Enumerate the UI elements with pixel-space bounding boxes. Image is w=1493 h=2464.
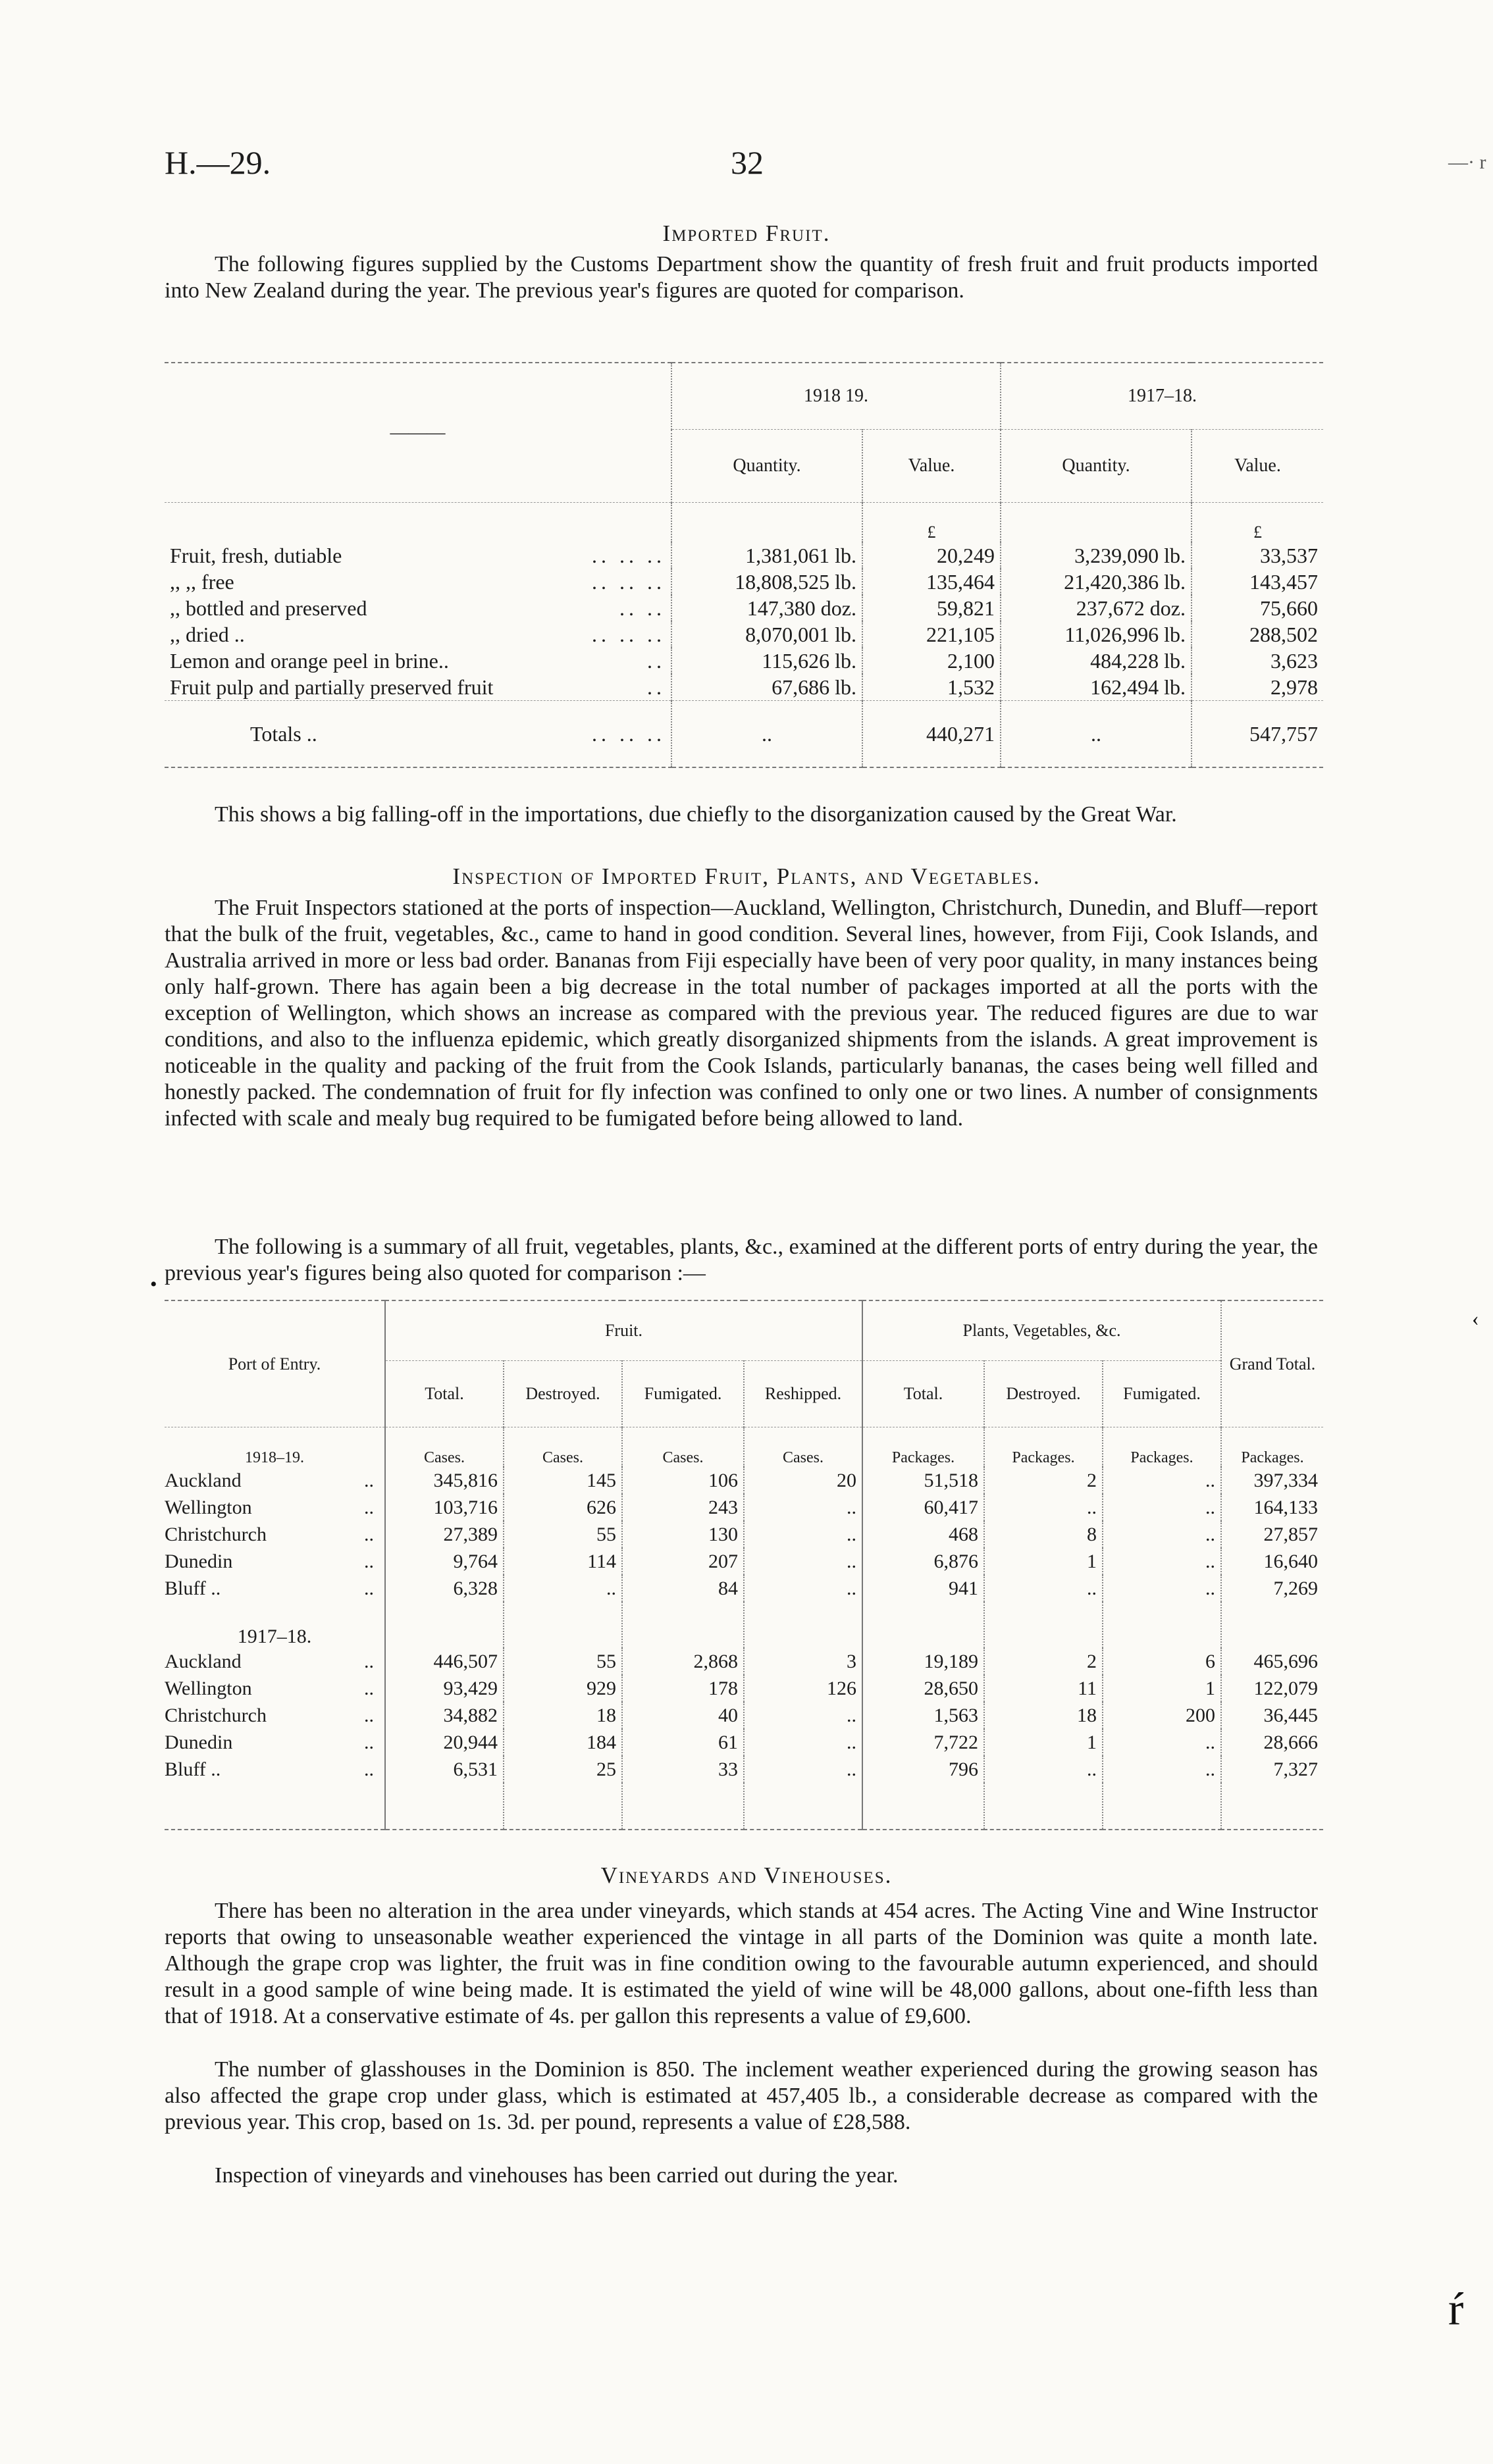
port-name: Dunedin — [165, 1731, 233, 1753]
table-row — [165, 1521, 1323, 1548]
report-reference: H.—29. — [165, 144, 271, 181]
fruit-reshipped: .. — [744, 1548, 862, 1575]
fruit-reshipped: .. — [744, 1575, 862, 1602]
plants-destroyed: 2 — [984, 1467, 1103, 1494]
port-leader: .. — [364, 1550, 374, 1572]
unit-packages-3: Packages. — [1103, 1427, 1221, 1468]
table-row — [165, 1548, 1323, 1575]
plants-destroyed: .. — [984, 1494, 1103, 1521]
table-row — [165, 1756, 1323, 1783]
quantity-1917-18: 3,239,090 lb. — [1001, 542, 1192, 569]
fruit-reshipped: 3 — [744, 1648, 862, 1675]
fruit-destroyed: 25 — [504, 1756, 622, 1783]
value-1918-19: 2,100 — [862, 648, 1001, 674]
unit-cases-2: Cases. — [504, 1427, 622, 1468]
plants-fumigated: .. — [1103, 1575, 1221, 1602]
grand-total: 397,334 — [1221, 1467, 1323, 1494]
page-number: 32 — [731, 144, 764, 181]
section-heading-imported-fruit: Imported Fruit. — [662, 220, 831, 246]
port-leader: .. — [364, 1758, 374, 1780]
port-leader: .. — [364, 1704, 374, 1726]
section-heading-inspection: Inspection of Imported Fruit, Plants, and Vegetables. — [452, 863, 1041, 889]
row-label: Fruit pulp and partially preserved fruit — [170, 675, 494, 699]
section-heading-vineyards: Vineyards and Vinehouses. — [600, 1862, 893, 1888]
port-name: Wellington — [165, 1677, 252, 1699]
table-row — [165, 621, 1323, 648]
fruit-fumigated-header: Fumigated. — [622, 1361, 744, 1427]
fruit-fumigated: 243 — [622, 1494, 744, 1521]
plants-total: 796 — [862, 1756, 984, 1783]
plants-group-header: Plants, Vegetables, &c. — [862, 1301, 1221, 1361]
year-1917-18-header: 1917–18. — [1001, 363, 1323, 430]
value-1918-19: 20,249 — [862, 542, 1001, 569]
plants-destroyed-header: Destroyed. — [984, 1361, 1103, 1427]
unit-cases-1: Cases. — [385, 1427, 504, 1468]
port-name: Auckland — [165, 1650, 242, 1672]
quantity-1917-18: 162,494 lb. — [1001, 674, 1192, 701]
quantity-1918-19: 67,686 lb. — [671, 674, 862, 701]
plants-total: 941 — [862, 1575, 984, 1602]
plants-fumigated: .. — [1103, 1494, 1221, 1521]
margin-dot-left: • — [150, 1273, 157, 1295]
table-row — [165, 569, 1323, 595]
inspection-vineyards-paragraph: Inspection of vineyards and vinehouses has been carried out during the year. — [215, 2163, 899, 2188]
margin-tick-right: ‹ — [1472, 1306, 1479, 1330]
year-label-1918-19: 1918–19. — [165, 1427, 385, 1468]
table-row — [165, 542, 1323, 569]
value-header-b: Value. — [1192, 430, 1323, 503]
plants-fumigated: .. — [1103, 1467, 1221, 1494]
quantity-1917-18: 237,672 doz. — [1001, 595, 1192, 621]
plants-fumigated: 200 — [1103, 1702, 1221, 1729]
quantity-header-a: Quantity. — [671, 430, 862, 503]
plants-fumigated: .. — [1103, 1756, 1221, 1783]
totals-leader: .. .. .. — [592, 721, 666, 746]
fruit-total: 103,716 — [385, 1494, 504, 1521]
plants-destroyed: .. — [984, 1575, 1103, 1602]
quantity-1918-19: 8,070,001 lb. — [671, 621, 862, 648]
row-leader: .. .. .. — [592, 569, 666, 594]
plants-total: 60,417 — [862, 1494, 984, 1521]
table-row — [165, 1702, 1323, 1729]
port-name: Bluff .. — [165, 1758, 221, 1780]
inspection-summary-table — [165, 1300, 1323, 1830]
grand-total: 36,445 — [1221, 1702, 1323, 1729]
fruit-reshipped: .. — [744, 1702, 862, 1729]
fruit-destroyed: .. — [504, 1575, 622, 1602]
fruit-fumigated: 207 — [622, 1548, 744, 1575]
totals-label: Totals .. — [250, 721, 317, 746]
table-row — [165, 1729, 1323, 1756]
plants-destroyed: 1 — [984, 1729, 1103, 1756]
grand-total: 465,696 — [1221, 1648, 1323, 1675]
spacer-row — [165, 1602, 1323, 1648]
quantity-1917-18: 11,026,996 lb. — [1001, 621, 1192, 648]
fruit-destroyed: 184 — [504, 1729, 622, 1756]
port-leader: .. — [364, 1677, 374, 1699]
port-name: Wellington — [165, 1496, 252, 1518]
year-1918-19-header: 1918 19. — [671, 363, 1001, 430]
fruit-destroyed: 55 — [504, 1648, 622, 1675]
grand-total: 7,269 — [1221, 1575, 1323, 1602]
unit-cases-3: Cases. — [622, 1427, 744, 1468]
table-row — [165, 1467, 1323, 1494]
margin-mark-bottom-right: ŕ — [1448, 2284, 1464, 2335]
glasshouses-paragraph: The number of glasshouses in the Dominion is 850. The inclement weather experienced during the growing season has also affected the grape crop under glass, which is estimated at 457,405 lb., a considerable decrease as compared with the previous year. This crop, based on 1s. 3d. per pound, represents a value of £28,588. — [165, 2057, 1318, 2134]
plants-total: 1,563 — [862, 1702, 984, 1729]
quantity-1918-19: 18,808,525 lb. — [671, 569, 862, 595]
fruit-total: 6,328 — [385, 1575, 504, 1602]
plants-total: 7,722 — [862, 1729, 984, 1756]
plants-destroyed: 11 — [984, 1675, 1103, 1702]
fruit-total: 34,882 — [385, 1702, 504, 1729]
port-name: Auckland — [165, 1469, 242, 1491]
unit-packages-2: Packages. — [984, 1427, 1103, 1468]
plants-total-header: Total. — [862, 1361, 984, 1427]
plants-fumigated-header: Fumigated. — [1103, 1361, 1221, 1427]
port-name: Bluff .. — [165, 1577, 221, 1599]
port-name: Christchurch — [165, 1704, 267, 1726]
unit-packages-4: Packages. — [1221, 1427, 1323, 1468]
fruit-total: 27,389 — [385, 1521, 504, 1548]
fruit-fumigated: 33 — [622, 1756, 744, 1783]
fruit-total: 20,944 — [385, 1729, 504, 1756]
row-leader: .. .. .. — [592, 622, 666, 646]
year-header-row — [165, 363, 1323, 430]
value-1917-18: 75,660 — [1192, 595, 1323, 621]
fruit-reshipped-header: Reshipped. — [744, 1361, 862, 1427]
totals-row — [165, 701, 1323, 768]
fruit-fumigated: 178 — [622, 1675, 744, 1702]
totals-value-b: 547,757 — [1192, 701, 1323, 768]
port-leader: .. — [364, 1650, 374, 1672]
fruit-destroyed: 626 — [504, 1494, 622, 1521]
vineyards-paragraph: There has been no alteration in the area under vineyards, which stands at 454 acres. The Acting Vine and Wine Instructor reports that owing to unseasonable weather experienced the vintage in all parts of the Dominion was quite a month late. Although the grape crop was lighter, the fruit was in fine condition owing to the favourable autumn experienced, and should result in a good sample of wine being made. It is estimated the yield of wine will be 48,000 gallons, about one-fifth less than that of 1918. At a conservative estimate of 4s. per gallon this represents a value of £9,600. — [165, 1899, 1318, 2028]
fruit-destroyed: 114 — [504, 1548, 622, 1575]
plants-total: 468 — [862, 1521, 984, 1548]
row-label: ,, ,, free — [170, 569, 234, 594]
port-of-entry-header: Port of Entry. — [228, 1354, 321, 1373]
fruit-reshipped: .. — [744, 1494, 862, 1521]
label-column-header: ——— — [390, 422, 446, 443]
table-row — [165, 1675, 1323, 1702]
fruit-total: 93,429 — [385, 1675, 504, 1702]
currency-unit-b: £ — [1192, 503, 1323, 543]
corner-mark: —· r — [1448, 151, 1486, 173]
value-1917-18: 33,537 — [1192, 542, 1323, 569]
fruit-reshipped: .. — [744, 1521, 862, 1548]
quantity-1917-18: 484,228 lb. — [1001, 648, 1192, 674]
plants-total: 19,189 — [862, 1648, 984, 1675]
imported-fruit-intro: The following figures supplied by the Customs Department show the quantity of fresh fruit and fruit products imported into New Zealand during the year. The previous year's figures are quoted for comparison. — [165, 252, 1318, 303]
spacer-row — [165, 1783, 1323, 1830]
row-leader: .. .. .. — [592, 543, 666, 567]
plants-destroyed: 1 — [984, 1548, 1103, 1575]
imported-fruit-table — [165, 362, 1323, 768]
table-row — [165, 1494, 1323, 1521]
quantity-1918-19: 1,381,061 lb. — [671, 542, 862, 569]
fruit-fumigated: 106 — [622, 1467, 744, 1494]
unit-cases-4: Cases. — [744, 1427, 862, 1468]
fruit-reshipped: 126 — [744, 1675, 862, 1702]
grand-total: 27,857 — [1221, 1521, 1323, 1548]
grand-total: 164,133 — [1221, 1494, 1323, 1521]
quantity-1917-18: 21,420,386 lb. — [1001, 569, 1192, 595]
fruit-fumigated: 61 — [622, 1729, 744, 1756]
totals-value-a: 440,271 — [862, 701, 1001, 768]
port-leader: .. — [364, 1523, 374, 1545]
plants-destroyed: 18 — [984, 1702, 1103, 1729]
fruit-total: 9,764 — [385, 1548, 504, 1575]
grand-total: 122,079 — [1221, 1675, 1323, 1702]
value-1918-19: 135,464 — [862, 569, 1001, 595]
fruit-destroyed-header: Destroyed. — [504, 1361, 622, 1427]
table-row — [165, 674, 1323, 701]
value-header-a: Value. — [862, 430, 1001, 503]
row-label: ,, dried .. — [170, 622, 245, 646]
port-leader: .. — [364, 1731, 374, 1753]
group-header-row — [165, 1301, 1323, 1361]
grand-total: 16,640 — [1221, 1548, 1323, 1575]
fruit-reshipped: .. — [744, 1756, 862, 1783]
plants-fumigated: .. — [1103, 1521, 1221, 1548]
table-row — [165, 1575, 1323, 1602]
plants-fumigated: 6 — [1103, 1648, 1221, 1675]
table-row — [165, 648, 1323, 674]
quantity-header-b: Quantity. — [1001, 430, 1192, 503]
value-1917-18: 2,978 — [1192, 674, 1323, 701]
port-name: Christchurch — [165, 1523, 267, 1545]
year-label-1917-18: 1917–18. — [237, 1626, 312, 1647]
row-leader: .. — [647, 648, 666, 673]
fruit-reshipped: .. — [744, 1729, 862, 1756]
port-name: Dunedin — [165, 1550, 233, 1572]
quantity-1918-19: 115,626 lb. — [671, 648, 862, 674]
unit-packages-1: Packages. — [862, 1427, 984, 1468]
plants-fumigated: .. — [1103, 1729, 1221, 1756]
row-leader: .. .. — [619, 596, 666, 620]
fruit-group-header: Fruit. — [385, 1301, 862, 1361]
fruit-reshipped: 20 — [744, 1467, 862, 1494]
fruit-total-header: Total. — [385, 1361, 504, 1427]
port-leader: .. — [364, 1577, 374, 1599]
plants-fumigated: 1 — [1103, 1675, 1221, 1702]
fruit-total: 345,816 — [385, 1467, 504, 1494]
unit-row — [165, 1427, 1323, 1468]
totals-quantity-b: .. — [1001, 701, 1192, 768]
page-header — [0, 143, 1493, 183]
fruit-fumigated: 40 — [622, 1702, 744, 1729]
fruit-fumigated: 2,868 — [622, 1648, 744, 1675]
value-1917-18: 143,457 — [1192, 569, 1323, 595]
plants-total: 28,650 — [862, 1675, 984, 1702]
fruit-total: 446,507 — [385, 1648, 504, 1675]
plants-destroyed: .. — [984, 1756, 1103, 1783]
port-leader: .. — [364, 1496, 374, 1518]
value-1918-19: 59,821 — [862, 595, 1001, 621]
fruit-destroyed: 18 — [504, 1702, 622, 1729]
unit-row — [165, 503, 1323, 543]
fruit-fumigated: 84 — [622, 1575, 744, 1602]
totals-quantity-a: .. — [671, 701, 862, 768]
value-1917-18: 288,502 — [1192, 621, 1323, 648]
fruit-fumigated: 130 — [622, 1521, 744, 1548]
value-1917-18: 3,623 — [1192, 648, 1323, 674]
row-leader: .. — [647, 675, 666, 699]
fruit-destroyed: 145 — [504, 1467, 622, 1494]
plants-destroyed: 2 — [984, 1648, 1103, 1675]
quantity-1918-19: 147,380 doz. — [671, 595, 862, 621]
table-row — [165, 595, 1323, 621]
grand-total: 28,666 — [1221, 1729, 1323, 1756]
value-1918-19: 221,105 — [862, 621, 1001, 648]
row-label: Fruit, fresh, dutiable — [170, 543, 342, 567]
fruit-destroyed: 929 — [504, 1675, 622, 1702]
grand-total: 7,327 — [1221, 1756, 1323, 1783]
grand-total-header: Grand Total. — [1221, 1301, 1323, 1427]
summary-intro-paragraph: The following is a summary of all fruit, vegetables, plants, &c., examined at the different ports of entry during the year, the previous year's figures being also quoted for comparison :— — [165, 1235, 1318, 1285]
row-label: Lemon and orange peel in brine.. — [170, 648, 449, 673]
plants-total: 6,876 — [862, 1548, 984, 1575]
plants-total: 51,518 — [862, 1467, 984, 1494]
currency-unit-a: £ — [862, 503, 1001, 543]
falling-off-paragraph: This shows a big falling-off in the importations, due chiefly to the disorganization caused by the Great War. — [215, 802, 1177, 827]
row-label: ,, bottled and preserved — [170, 596, 367, 620]
table-row — [165, 1648, 1323, 1675]
value-1918-19: 1,532 — [862, 674, 1001, 701]
port-leader: .. — [364, 1469, 374, 1491]
fruit-total: 6,531 — [385, 1756, 504, 1783]
plants-destroyed: 8 — [984, 1521, 1103, 1548]
fruit-destroyed: 55 — [504, 1521, 622, 1548]
plants-fumigated: .. — [1103, 1548, 1221, 1575]
inspection-paragraph: The Fruit Inspectors stationed at the ports of inspection—Auckland, Wellington, Christchurch, Dunedin, and Bluff—report that the bulk of the fruit, vegetables, &c., came to hand in good condition. Several lines, however, from Fiji, Cook Islands, and Australia arrived in more or less bad order. Bananas from Fiji especially have been of very poor quality, in many instances being only half-grown. There has again been a big decrease in the total number of packages imported at all the ports with the exception of Wellington, which shows an increase as compared with the previous year. The reduced figures are due to war conditions, and also to the influenza epidemic, which greatly disorganized shipments from the islands. A great improvement is noticeable in the quality and packing of the fruit from the Cook Islands, particularly bananas, the cases being well filled and honestly packed. The condemnation of fruit for fly infection was confined to only one or two lines. A number of consignments infected with scale and mealy bug required to be fumigated before being allowed to land. — [165, 896, 1318, 1131]
